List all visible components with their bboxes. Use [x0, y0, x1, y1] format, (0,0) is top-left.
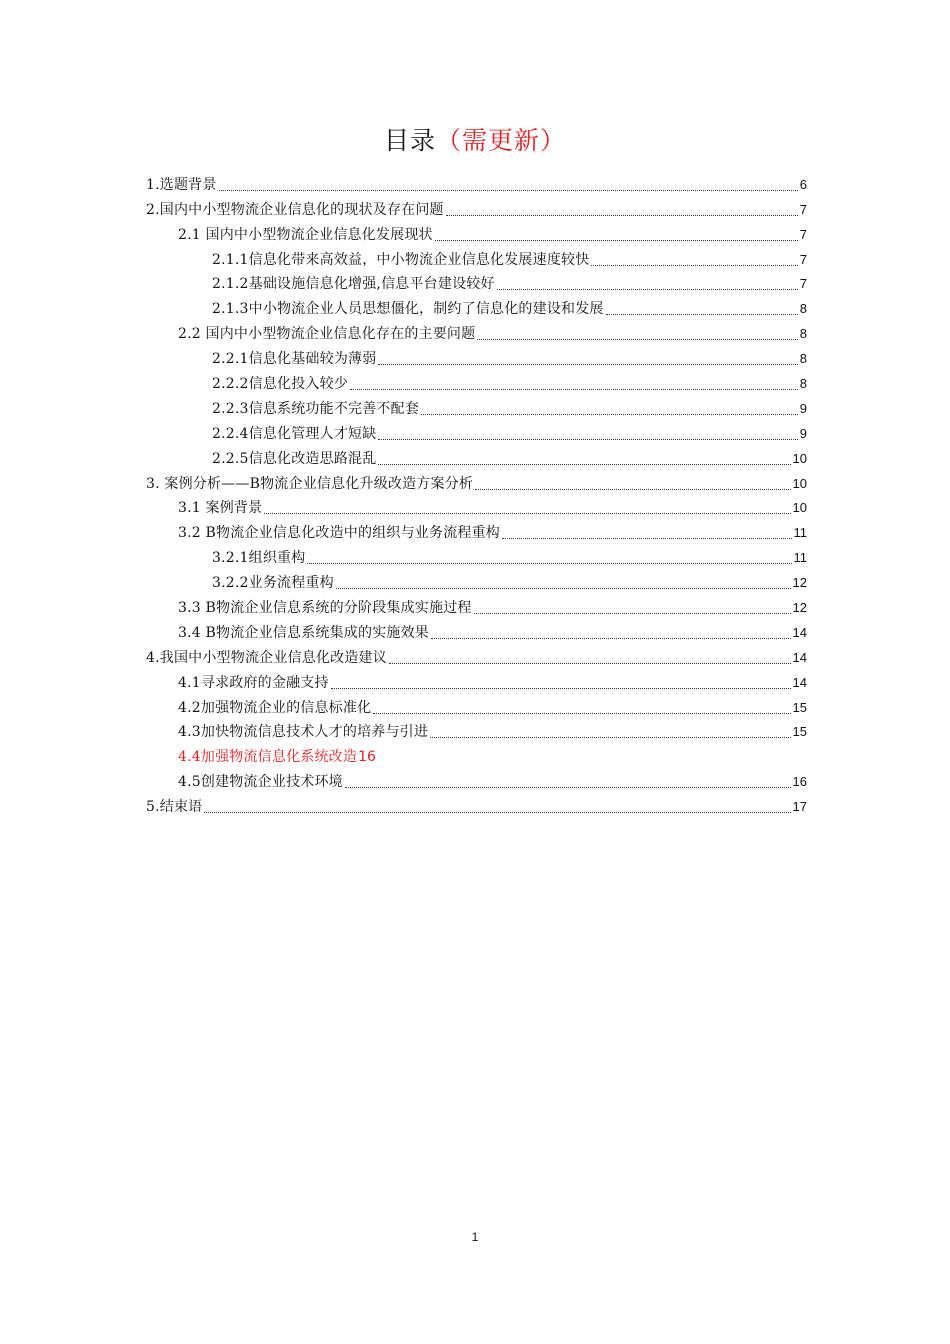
toc-entry-page: 9: [799, 400, 807, 416]
toc-entry-label: 3.2.2业务流程重构: [212, 575, 334, 592]
toc-entry-page: 14: [792, 649, 807, 665]
toc-entry[interactable]: [146, 468, 807, 493]
table-of-contents: [146, 169, 807, 816]
toc-entry-page: 8: [799, 326, 807, 342]
toc-entry-page: 10: [792, 500, 807, 516]
toc-dot-leader: [421, 413, 798, 415]
toc-entry[interactable]: [146, 717, 807, 742]
toc-entry[interactable]: [146, 493, 807, 518]
toc-entry[interactable]: [146, 642, 807, 667]
toc-entry-page: 7: [799, 251, 807, 267]
toc-entry-page: 15: [792, 699, 807, 715]
toc-entry[interactable]: [146, 368, 807, 393]
toc-entry-page: 17: [792, 799, 807, 815]
toc-dot-leader: [431, 637, 791, 639]
toc-entry[interactable]: [146, 592, 807, 617]
toc-entry[interactable]: [146, 567, 807, 592]
toc-entry-label: 2.1 国内中小型物流企业信息化发展现状: [178, 226, 433, 243]
toc-entry-label: 2.2.4信息化管理人才短缺: [212, 425, 377, 442]
toc-entry-label: 2.1.1信息化带来高效益，中小物流企业信息化发展速度较快: [212, 251, 590, 268]
toc-entry-label: 2.2.2信息化投入较少: [212, 376, 349, 393]
toc-entry-page: 11: [793, 525, 807, 541]
toc-dot-leader: [502, 537, 791, 539]
toc-entry-page: 10: [792, 475, 807, 491]
toc-entry[interactable]: [146, 617, 807, 642]
toc-entry[interactable]: [146, 542, 807, 567]
toc-entry-label: 3.1 案例背景: [178, 500, 263, 517]
toc-entry-page: 14: [792, 674, 807, 690]
toc-entry[interactable]: [146, 244, 807, 269]
toc-entry[interactable]: [146, 766, 807, 791]
toc-dot-leader: [378, 363, 797, 365]
toc-dot-leader: [350, 388, 798, 390]
toc-entry-page: 9: [799, 425, 807, 441]
toc-entry[interactable]: [146, 194, 807, 219]
toc-entry[interactable]: [146, 169, 807, 194]
toc-entry-label: 2.2 国内中小型物流企业信息化存在的主要问题: [178, 326, 476, 343]
toc-dot-leader: [204, 811, 790, 813]
toc-entry-page: 12: [792, 575, 807, 591]
toc-entry-page: 7: [799, 276, 807, 292]
toc-entry-page: 8: [799, 376, 807, 392]
toc-dot-leader: [264, 512, 790, 514]
toc-entry-page: 6: [799, 176, 807, 192]
toc-entry-label: 2.1.2基础设施信息化增强,信息平台建设较好: [212, 276, 495, 293]
toc-entry[interactable]: [146, 343, 807, 368]
toc-entry[interactable]: [146, 791, 807, 816]
toc-entry-page: 11: [793, 550, 807, 566]
toc-entry-page: 16: [792, 774, 807, 790]
toc-entry[interactable]: [146, 667, 807, 692]
toc-entry[interactable]: [146, 443, 807, 468]
toc-entry-page: 8: [799, 351, 807, 367]
toc-entry-label: 2.2.1信息化基础较为薄弱: [212, 351, 377, 368]
toc-entry-label: 3.3 B物流企业信息系统的分阶段集成实施过程: [178, 600, 472, 617]
toc-entry[interactable]: [146, 393, 807, 418]
toc-dot-leader: [307, 562, 791, 564]
toc-entry-label: 3.2.1组织重构: [212, 550, 306, 567]
toc-entry[interactable]: [146, 692, 807, 717]
toc-dot-leader: [446, 214, 798, 216]
toc-dot-leader: [475, 488, 790, 490]
page-number: 1: [471, 1230, 479, 1244]
toc-entry[interactable]: [146, 219, 807, 244]
toc-dot-leader: [331, 687, 791, 689]
toc-entry-label: 4.5创建物流企业技术环境: [178, 774, 343, 791]
toc-dot-leader: [435, 239, 798, 241]
title-main: 目录: [383, 126, 436, 155]
toc-entry-page: 7: [799, 226, 807, 242]
toc-entry-page: 15: [792, 724, 807, 740]
toc-entry-label: 5.结束语: [146, 799, 203, 816]
toc-entry-page: 12: [792, 600, 807, 616]
toc-dot-leader: [497, 288, 798, 290]
toc-dot-leader: [477, 338, 797, 340]
page-title: [0, 124, 950, 158]
toc-entry[interactable]: [146, 269, 807, 294]
toc-entry-label: 3.4 B物流企业信息系统集成的实施效果: [178, 624, 430, 641]
toc-dot-leader: [336, 587, 791, 589]
toc-entry[interactable]: [146, 318, 807, 343]
toc-entry-label: 4.3加快物流信息技术人才的培养与引进: [178, 724, 429, 741]
toc-entry-label: 4.2加强物流企业的信息标准化: [178, 699, 372, 716]
toc-entry-label: 2.国内中小型物流企业信息化的现状及存在问题: [146, 201, 444, 218]
toc-entry-label: 2.1.3中小物流企业人员思想僵化，制约了信息化的建设和发展: [212, 301, 604, 318]
toc-entry-page: 7: [799, 201, 807, 217]
toc-dot-leader: [430, 736, 790, 738]
toc-entry[interactable]: [146, 741, 807, 766]
toc-entry-label: 3. 案例分析——B物流企业信息化升级改造方案分析: [146, 475, 474, 492]
toc-entry-label: 4.1寻求政府的金融支持: [178, 674, 329, 691]
toc-entry[interactable]: [146, 418, 807, 443]
toc-entry-label: 1.选题背景: [146, 176, 217, 193]
title-update-note: （需更新）: [436, 126, 567, 155]
toc-entry-page: 14: [792, 624, 807, 640]
toc-entry-label: 4.我国中小型物流企业信息化改造建议: [146, 649, 387, 666]
toc-entry-page: 16: [358, 749, 376, 766]
toc-entry-label: 4.4加强物流信息化系统改造: [178, 749, 358, 766]
toc-entry-page: 10: [792, 450, 807, 466]
toc-dot-leader: [219, 189, 798, 191]
toc-dot-leader: [591, 264, 797, 266]
toc-entry-page: 8: [799, 301, 807, 317]
toc-dot-leader: [378, 438, 797, 440]
toc-dot-leader: [474, 612, 791, 614]
toc-entry-label: 2.2.5信息化改造思路混乱: [212, 450, 377, 467]
toc-dot-leader: [389, 662, 791, 664]
toc-entry[interactable]: [146, 517, 807, 542]
toc-dot-leader: [345, 786, 791, 788]
toc-dot-leader: [606, 313, 798, 315]
toc-entry[interactable]: [146, 293, 807, 318]
toc-dot-leader: [378, 463, 790, 465]
toc-dot-leader: [373, 712, 790, 714]
toc-entry-label: 2.2.3信息系统功能不完善不配套: [212, 400, 420, 417]
toc-entry-label: 3.2 B物流企业信息化改造中的组织与业务流程重构: [178, 525, 501, 542]
